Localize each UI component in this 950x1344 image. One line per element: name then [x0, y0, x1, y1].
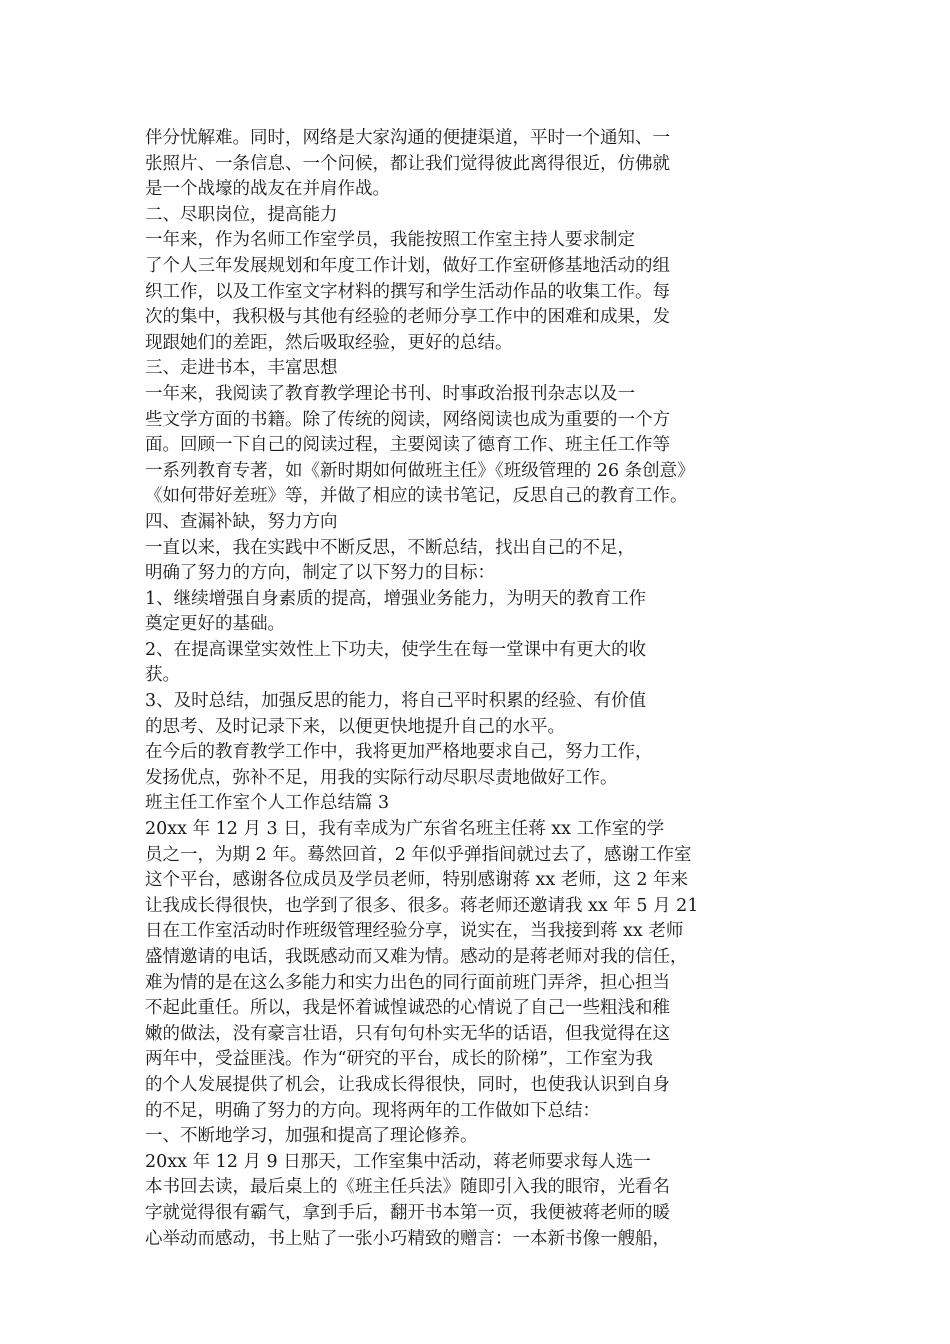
- text-line: 难为情的是在这么多能力和实力出色的同行面前班门弄斧，担心担当: [145, 972, 670, 993]
- article-title: 班主任工作室个人工作总结篇 3: [145, 793, 390, 814]
- text-line: 一系列教育专著，如《新时期如何做班主任》《班级管理的 26 条创意》: [145, 460, 695, 481]
- text-line: 次的集中，我积极与其他有经验的老师分享工作中的困难和成果，发: [145, 307, 670, 328]
- text-line: 让我成长得很快，也学到了很多、很多。蒋老师还邀请我 xx 年 5 月 21: [145, 895, 699, 916]
- section-heading: 四、查漏补缺，努力方向: [145, 511, 338, 532]
- text-line: 一直以来，我在实践中不断反思，不断总结，找出自己的不足，: [145, 537, 635, 558]
- document-body: [145, 126, 745, 1252]
- text-line: 奠定更好的基础。: [145, 614, 285, 635]
- text-line: 嫩的做法，没有豪言壮语，只有句句朴实无华的话语，但我觉得在这: [145, 1023, 670, 1044]
- text-line: 些文学方面的书籍。除了传统的阅读，网络阅读也成为重要的一个方: [145, 409, 670, 430]
- text-line: 获。: [145, 665, 180, 686]
- section-heading: 三、走进书本，丰富思想: [145, 358, 338, 379]
- text-line: 张照片、一条信息、一个问候，都让我们觉得彼此离得很近，仿佛就: [145, 153, 670, 174]
- text-line: 20xx 年 12 月 3 日，我有幸成为广东省名班主任蒋 xx 工作室的学: [145, 819, 665, 840]
- text-line: 两年中，受益匪浅。作为“研究的平台，成长的阶梯”，工作室为我: [145, 1049, 653, 1070]
- text-line: 心举动而感动，书上贴了一张小巧精致的赠言：一本新书像一艘船，: [145, 1228, 670, 1249]
- text-line: 字就觉得很有霸气，拿到手后，翻开书本第一页，我便被蒋老师的暖: [145, 1202, 670, 1223]
- section-heading: 二、尽职岗位，提高能力: [145, 204, 338, 225]
- text-line: 明确了努力的方向，制定了以下努力的目标：: [145, 563, 495, 584]
- text-line: 面。回顾一下自己的阅读过程，主要阅读了德育工作、班主任工作等: [145, 435, 670, 456]
- list-item: 1、继续增强自身素质的提高，增强业务能力，为明天的教育工作: [145, 588, 647, 609]
- text-line: 了个人三年发展规划和年度工作计划，做好工作室研修基地活动的组: [145, 255, 670, 276]
- text-line: 本书回去读，最后桌上的《班主任兵法》随即引入我的眼帘，光看名: [145, 1177, 670, 1198]
- text-line: 是一个战壕的战友在并肩作战。: [145, 179, 390, 200]
- text-line: 员之一，为期 2 年。蓦然回首，2 年似乎弹指间就过去了，感谢工作室: [145, 844, 692, 865]
- text-line: 发扬优点，弥补不足，用我的实际行动尽职尽责地做好工作。: [145, 767, 618, 788]
- text-line: 不起此重任。所以，我是怀着诚惶诚恐的心情说了自己一些粗浅和稚: [145, 998, 670, 1019]
- text-line: 伴分忧解难。同时，网络是大家沟通的便捷渠道，平时一个通知、一: [145, 128, 670, 148]
- text-line: 一年来，作为名师工作室学员，我能按照工作室主持人要求制定: [145, 230, 635, 251]
- text-line: 盛情邀请的电话，我既感动而又难为情。感动的是蒋老师对我的信任，: [145, 947, 688, 967]
- list-item: 2、在提高课堂实效性上下功夫，使学生在每一堂课中有更大的收: [145, 639, 647, 660]
- text-line: 20xx 年 12 月 9 日那天，工作室集中活动，蒋老师要求每人选一: [145, 1151, 651, 1172]
- text-line: 的个人发展提供了机会，让我成长得很快，同时，也使我认识到自身: [145, 1074, 670, 1095]
- section-heading: 一、不断地学习，加强和提高了理论修养。: [145, 1126, 478, 1147]
- text-line: 日在工作室活动时作班级管理经验分享，说实在，当我接到蒋 xx 老师: [145, 921, 684, 942]
- text-line: 的不足，明确了努力的方向。现将两年的工作做如下总结：: [145, 1100, 600, 1121]
- text-line: 《如何带好差班》等，并做了相应的读书笔记，反思自己的教育工作。: [145, 486, 688, 507]
- text-line: 在今后的教育教学工作中，我将更加严格地要求自己，努力工作，: [145, 742, 653, 763]
- text-line: 一年来，我阅读了教育教学理论书刊、时事政治报刊杂志以及一: [145, 383, 635, 404]
- text-line: 现跟她们的差距，然后吸取经验，更好的总结。: [145, 332, 513, 353]
- list-item: 3、及时总结，加强反思的能力，将自己平时积累的经验、有价值: [145, 691, 647, 712]
- text-line: 的思考、及时记录下来，以便更快地提升自己的水平。: [145, 716, 565, 737]
- text-line: 这个平台，感谢各位成员及学员老师，特别感谢蒋 xx 老师，这 2 年来: [145, 870, 689, 891]
- text-line: 织工作，以及工作室文字材料的撰写和学生活动作品的收集工作。每: [145, 281, 670, 302]
